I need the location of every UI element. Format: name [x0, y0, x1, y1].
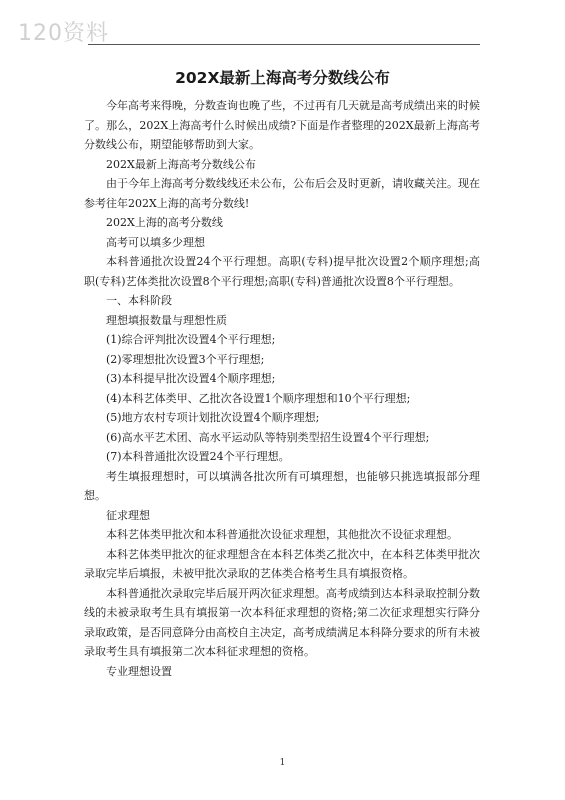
document-title: 202X最新上海高考分数线公布 [175, 69, 390, 87]
list-item: (7)本科普通批次设置24个平行理想。 [106, 450, 290, 463]
section-heading: 一、本科阶段 [106, 294, 172, 307]
header-rule [88, 44, 480, 45]
paragraph: 本科普通批次录取完毕后展开两次征求理想。高考成绩到达本科录取控制分数线的未被录取考生具有填报第一次本科征求理想的资格;第二次征求理想实行降分录取政策，是否同意降分由高校自主决定，高考成绩满足本科降分要求的所有未被录取考生具有填报第二次本科征求理想的资格。 [84, 586, 480, 658]
list-item: (2)零理想批次设置3个平行理想; [106, 352, 265, 366]
list-item: (6)高水平艺术团、高水平运动队等特别类型招生设置4个平行理想; [106, 430, 430, 444]
paragraph: 本科艺体类甲批次和本科普通批次设征求理想，其他批次不设征求理想。 [106, 528, 458, 541]
page-number: 1 [279, 758, 286, 768]
watermark-logo: 120资料 [18, 21, 109, 46]
document-body [84, 96, 480, 681]
section-heading: 专业理想设置 [106, 664, 172, 678]
section-heading: 202X上海的高考分数线 [106, 216, 223, 229]
list-item: (1)综合评判批次设置4个平行理想; [106, 333, 276, 346]
paragraph: 考生填报理想时，可以填满各批次所有可填理想，也能够只挑选填报部分理想。 [84, 469, 480, 502]
intro-paragraph: 今年高考来得晚，分数查询也晚了些，不过再有几天就是高考成绩出来的时候了。那么，202X上海高考什么时候出成绩?下面是作者整理的202X最新上海高考分数线公布，期望能够帮助到大家。 [84, 99, 480, 151]
paragraph: 本科普通批次设置24个平行理想。高职(专科)提早批次设置2个顺序理想;高职(专科)艺体类批次设置8个平行理想;高职(专科)普通批次设置8个平行理想。 [84, 255, 480, 288]
section-heading: 理想填报数量与理想性质 [106, 313, 227, 327]
list-item: (3)本科提早批次设置4个顺序理想; [106, 372, 276, 385]
section-heading: 202X最新上海高考分数线公布 [106, 157, 256, 171]
list-item: (5)地方农村专项计划批次设置4个顺序理想; [106, 411, 320, 424]
section-heading: 高考可以填多少理想 [106, 235, 205, 249]
paragraph: 由于今年上海高考分数线线还未公布，公布后会及时更新，请收藏关注。现在参考往年202X上海的高考分数线! [84, 177, 480, 210]
paragraph: 本科艺体类甲批次的征求理想含在本科艺体类乙批次中，在本科艺体类甲批次录取完毕后填报，未被甲批次录取的艺体类合格考生具有填报资格。 [84, 547, 480, 580]
section-heading: 征求理想 [106, 508, 150, 522]
list-item: (4)本科艺体类甲、乙批次各设置1个顺序理想和10个平行理想; [106, 391, 411, 405]
